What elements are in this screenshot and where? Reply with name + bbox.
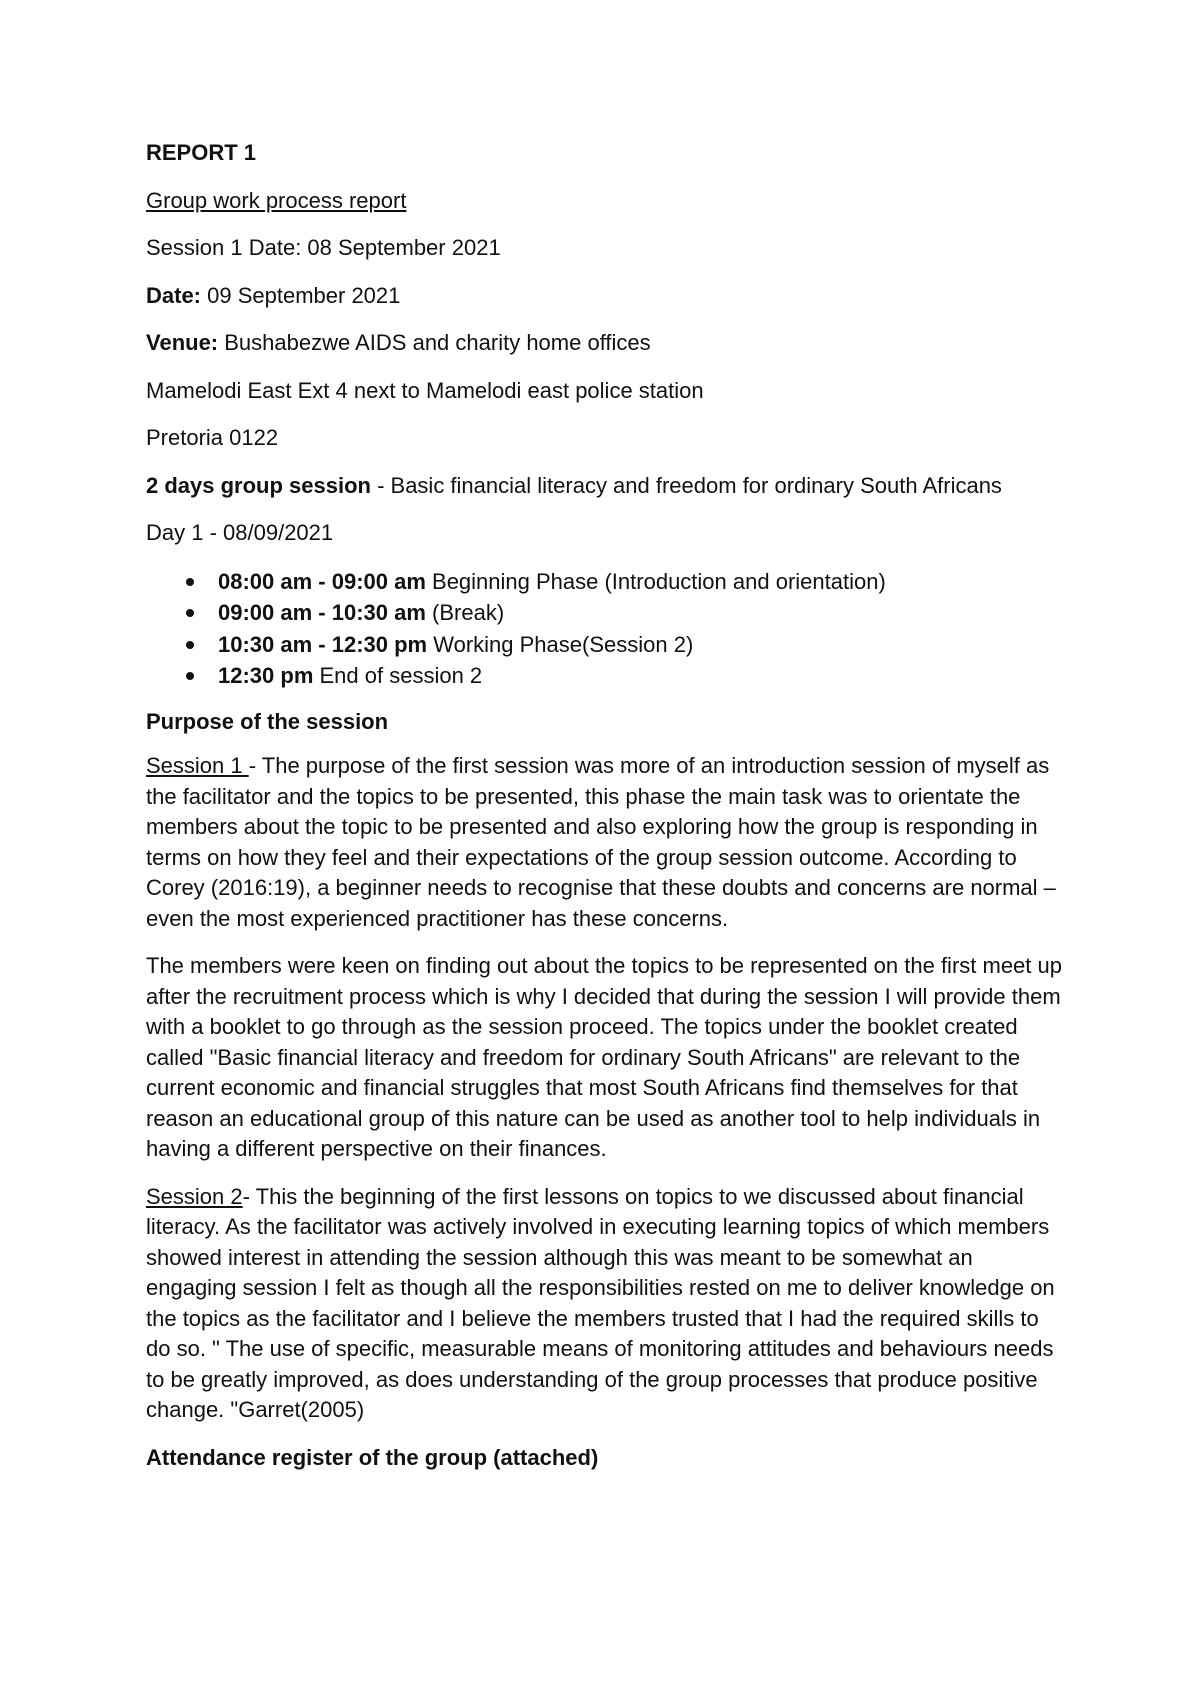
- schedule-time: 09:00 am - 10:30 am: [218, 600, 426, 625]
- bullet-icon: [186, 578, 194, 586]
- session-title-bold: 2 days group session: [146, 472, 371, 498]
- report-title: REPORT 1: [146, 140, 257, 165]
- schedule-desc: (Break): [425, 600, 505, 625]
- schedule-item: [146, 597, 1066, 629]
- day-1-heading: Day 1 - 08/09/2021: [146, 520, 334, 545]
- address-line-1: Mamelodi East Ext 4 next to Mamelodi east police station: [146, 377, 704, 403]
- purpose-heading: Purpose of the session: [146, 708, 389, 734]
- bullet-icon: [186, 672, 194, 680]
- schedule-item: [146, 660, 1066, 692]
- subtitle-text: Group work process report: [146, 187, 407, 213]
- schedule-list: [146, 566, 1066, 692]
- attendance-heading: Attendance register of the group (attached): [146, 1444, 599, 1470]
- schedule-item: [146, 566, 1066, 598]
- members-paragraph: The members were keen on finding out about the topics to be represented on the first meet up after the recruitment process which is why I decided that during the session I will provide them with a booklet to go through as the session proceed. The topics under the booklet created called "Basic financial literacy and freedom for ordinary South Africans" are relevant to the current economic and financial struggles that most South Africans find themselves for that reason an educational group of this nature can be used as another tool to help individuals in having a different perspective on their finances.: [146, 953, 1062, 1161]
- venue-label: Venue:: [146, 330, 219, 355]
- report-subtitle: [146, 186, 1066, 217]
- date-value: 09 September 2021: [201, 282, 401, 308]
- session-1-text: - The purpose of the first session was more of an introduction session of myself as the facilitator and the topics to be presented, this phase the main task was to orientate the members about the topic to be presented and also exploring how the group is responding in terms on how they feel and their expectations of the group session outcome. According to Corey (2016:19), a beginner needs to recognise that these doubts and concerns are normal – even the most experienced practitioner has these concerns.: [146, 753, 1056, 931]
- address-line-2: Pretoria 0122: [146, 425, 279, 450]
- schedule-time: 08:00 am - 09:00 am: [218, 568, 426, 594]
- session-title-rest: - Basic financial literacy and freedom for ordinary South Africans: [370, 472, 1002, 498]
- schedule-time: 10:30 am - 12:30 pm: [218, 631, 428, 657]
- schedule-desc: End of session 2: [313, 663, 483, 688]
- session-2-paragraph: [146, 1182, 1066, 1426]
- session-title: [146, 471, 1066, 502]
- venue-value: Bushabezwe AIDS and charity home offices: [218, 330, 651, 355]
- session1-date: Session 1 Date: 08 September 2021: [146, 235, 501, 260]
- session-2-text: - This the beginning of the first lessons on topics to we discussed about financial literacy. As the facilitator was actively involved in executing learning topics of which members showed interest in attending the session although this was meant to be somewhat an engaging session I felt as though all the responsibilities rested on me to deliver knowledge on the topics as the facilitator and I believe the members trusted that I had the required skills to do so. " The use of specific, measurable means of monitoring attitudes and behaviours needs to be greatly improved, as does understanding of the group processes that produce positive change. "Garret(2005): [146, 1183, 1055, 1422]
- schedule-desc: Beginning Phase (Introduction and orientation): [425, 568, 886, 594]
- session-1-paragraph: [146, 751, 1066, 934]
- session-2-label: Session 2: [146, 1183, 243, 1209]
- session-1-label: Session 1: [146, 753, 249, 778]
- bullet-icon: [186, 641, 194, 649]
- report-content: [146, 138, 1066, 1487]
- venue-line: [146, 328, 1066, 359]
- schedule-time: 12:30 pm: [218, 663, 314, 688]
- bullet-icon: [186, 609, 194, 617]
- schedule-desc: Working Phase(Session 2): [427, 631, 694, 657]
- date-label: Date:: [146, 282, 202, 308]
- date-line: [146, 281, 1066, 312]
- schedule-item: [146, 629, 1066, 661]
